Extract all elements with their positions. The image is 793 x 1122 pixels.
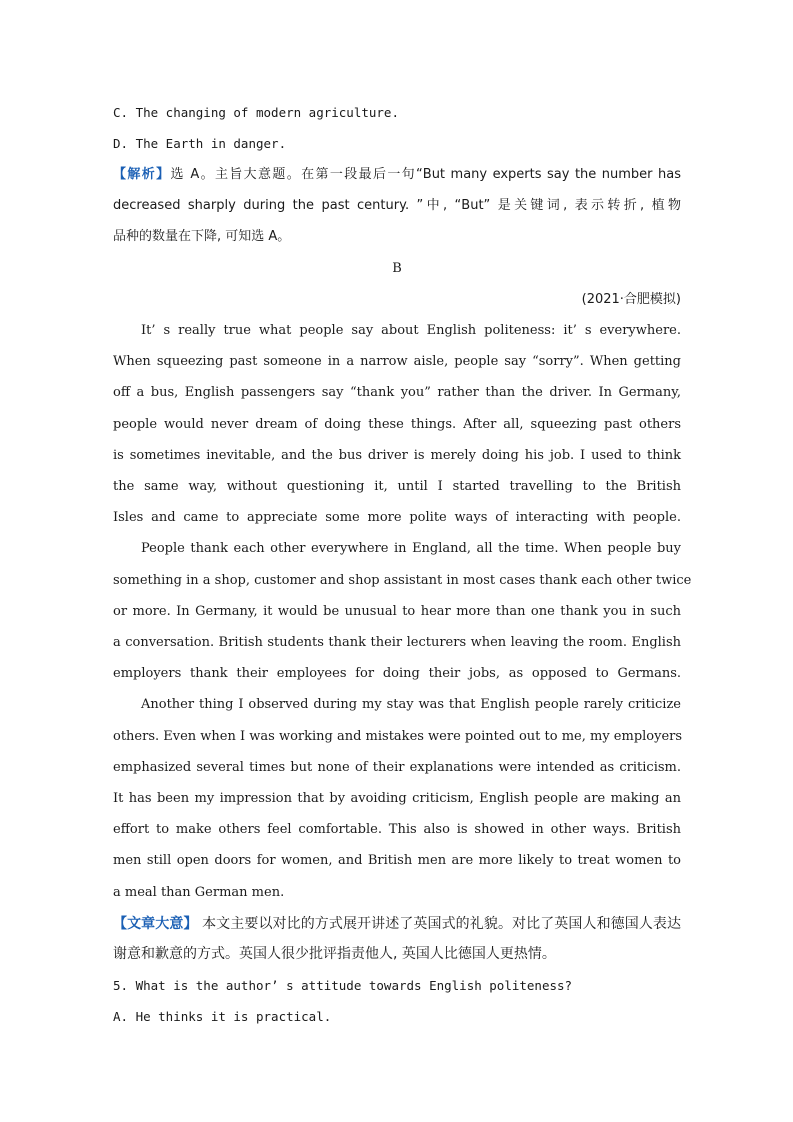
source-note: (2021·合肥模拟) xyxy=(581,292,681,307)
summary-line-1 xyxy=(113,915,681,933)
p2-line: something in a shop, customer and shop assistant in most cases thank each other twice xyxy=(113,573,692,588)
p1-line: It’ s really true what people say about English politeness: it’ s everywhere. xyxy=(141,323,681,338)
p2-line: or more. In Germany, it would be unusual to hear more than one thank you in such xyxy=(113,604,681,619)
option-c: C. The changing of modern agriculture. xyxy=(113,105,399,120)
p2-line: a conversation. British students thank their lecturers when leaving the room. English xyxy=(113,635,681,650)
question-stem: 5. What is the author’ s attitude towards English politeness? xyxy=(113,978,573,993)
analysis-tag: 【解析】 xyxy=(113,167,171,182)
p1-line: the same way, without questioning it, until I started travelling to the British xyxy=(113,479,681,494)
p3-line: It has been my impression that by avoiding criticism, English people are making an xyxy=(113,791,681,806)
p1-line: is sometimes inevitable, and the bus driver is merely doing his job. I used to think xyxy=(113,448,681,463)
analysis-line-1 xyxy=(113,166,681,184)
summary-tag: 【文章大意】 xyxy=(113,916,198,932)
analysis-text-1: 选 A。主旨大意题。在第一段最后一句“But many experts say the number has xyxy=(170,167,681,182)
p1-line: off a bus, English passengers say “thank you” rather than the driver. In Germany, xyxy=(113,385,681,400)
p3-line: others. Even when I was working and mistakes were pointed out to me, my employers xyxy=(113,729,683,744)
option-d: D. The Earth in danger. xyxy=(113,136,287,151)
p1-line: When squeezing past someone in a narrow aisle, people say “sorry”. When getting xyxy=(113,354,681,369)
p3-line: a meal than German men. xyxy=(113,885,285,900)
section-letter: B xyxy=(392,261,402,276)
option-a: A. He thinks it is practical. xyxy=(113,1009,332,1024)
p1-line: people would never dream of doing these things. After all, squeezing past others xyxy=(113,417,681,432)
p1-line: Isles and came to appreciate some more polite ways of interacting with people. xyxy=(113,510,681,525)
summary-line-2: 谢意和歉意的方式。英国人很少批评指责他人, 英国人比德国人更热情。 xyxy=(113,946,556,962)
p2-line: People thank each other everywhere in England, all the time. When people buy xyxy=(141,541,681,556)
analysis-line-2: decreased sharply during the past century. ”中, “But” 是关键词, 表示转折, 植物 xyxy=(113,198,681,213)
p3-line: Another thing I observed during my stay was that English people rarely criticize xyxy=(141,697,681,712)
p3-line: emphasized several times but none of their explanations were intended as criticism. xyxy=(113,760,681,775)
p3-line: effort to make others feel comfortable. This also is showed in other ways. British xyxy=(113,822,681,837)
summary-text-1: 本文主要以对比的方式展开讲述了英国式的礼貌。对比了英国人和德国人表达 xyxy=(197,916,682,932)
p2-line: employers thank their employees for doing their jobs, as opposed to Germans. xyxy=(113,666,681,681)
p3-line: men still open doors for women, and British men are more likely to treat women to xyxy=(113,853,681,868)
analysis-line-3: 品种的数量在下降, 可知选 A。 xyxy=(113,229,291,244)
